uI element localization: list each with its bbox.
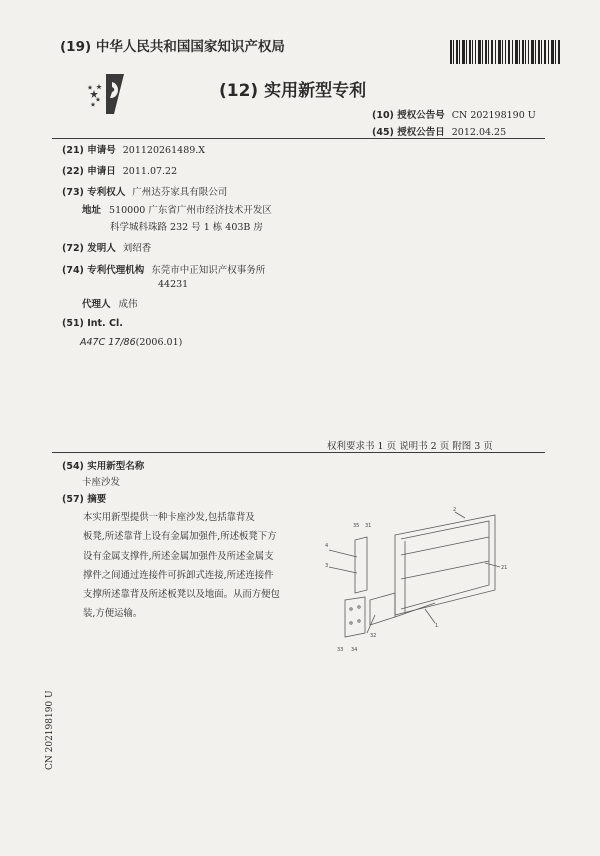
- abstract-line: 板凳,所述靠背上设有金属加强件,所述板凳下方: [83, 531, 277, 543]
- agent: 成伟: [118, 299, 138, 310]
- patentee: 广州达芬家具有限公司: [132, 187, 228, 198]
- cnipa-logo: [86, 70, 134, 118]
- drawing-label: 4: [325, 543, 329, 549]
- abstract-line: 装,方便运输。: [83, 608, 143, 620]
- agent-row: [82, 296, 138, 310]
- inventor-label: (72) 发明人: [62, 243, 116, 254]
- pages-summary: 权利要求书 1 页 说明书 2 页 附图 3 页: [327, 441, 493, 452]
- abstract-line: 撑件之间通过连接件可拆卸式连接,所述连接件: [83, 569, 274, 581]
- inventor-row: [62, 240, 151, 254]
- drawing-label: 21: [501, 565, 508, 571]
- int-cl-year: (2006.01): [135, 337, 183, 348]
- publication-date-label: (45) 授权公告日: [372, 127, 445, 138]
- publication-number-label: (10) 授权公告号: [372, 110, 445, 121]
- title-label-text: (54) 实用新型名称: [62, 461, 145, 472]
- abstract-line: 本实用新型提供一种卡座沙发,包括靠背及: [83, 512, 255, 523]
- application-date: 2011.07.22: [122, 166, 178, 177]
- drawing-label: 3: [325, 563, 329, 569]
- agency: 东莞市中正知识产权事务所: [151, 265, 266, 276]
- utility-model-title-label: [62, 458, 144, 472]
- vertical-publication-number: CN 202198190 U: [45, 690, 55, 770]
- abstract-line: 支撑所述靠背及所述板凳以及地面。从而方便包: [83, 589, 280, 601]
- agency-code: 44231: [158, 279, 189, 290]
- int-cl-row: [80, 337, 182, 348]
- drawing-label: 1: [435, 623, 439, 629]
- agency-label: (74) 专利代理机构: [62, 265, 145, 276]
- int-cl-code: A47C 17/86: [80, 337, 136, 348]
- address-line-2: 科学城科珠路 232 号 1 栋 403B 房: [110, 222, 263, 233]
- drawing-label: 32: [370, 633, 377, 639]
- address-line-1: 510000 广东省广州市经济技术开发区: [109, 205, 272, 216]
- patentee-row: [62, 184, 227, 198]
- application-date-label: (22) 申请日: [62, 166, 116, 177]
- drawing-label: 31: [365, 523, 372, 529]
- abstract-drawing: [315, 505, 520, 670]
- publication-date: 2012.04.25: [451, 127, 507, 138]
- office-name: (19) 中华人民共和国国家知识产权局: [60, 39, 285, 55]
- drawing-label: 33: [337, 647, 344, 653]
- application-number: 201120261489.X: [122, 145, 206, 156]
- header-rule: [52, 138, 545, 139]
- agent-label: 代理人: [82, 299, 111, 310]
- patentee-label: (73) 专利权人: [62, 187, 126, 198]
- abstract-label-text: (57) 摘要: [62, 494, 107, 505]
- abstract-text: [83, 508, 299, 624]
- publication-number-row: [372, 107, 536, 121]
- abstract-label: [62, 491, 106, 505]
- drawing-label: 34: [351, 647, 358, 653]
- abstract-line: 设有金属支撑件,所述金属加强件及所述金属支: [83, 550, 274, 562]
- application-date-row: [62, 163, 177, 177]
- application-number-label: (21) 申请号: [62, 145, 116, 156]
- publication-date-row: [372, 124, 506, 138]
- barcode: [450, 40, 560, 64]
- publication-number: CN 202198190 U: [451, 110, 536, 121]
- utility-model-title: 卡座沙发: [82, 477, 121, 488]
- pages-rule: [52, 452, 545, 453]
- agency-row: [62, 262, 265, 276]
- drawing-label: 2: [453, 507, 457, 513]
- document-type: (12) 实用新型专利: [219, 81, 367, 101]
- int-cl-label-text: (51) Int. Cl.: [62, 318, 123, 329]
- address-row: [82, 202, 272, 216]
- inventor: 刘绍香: [122, 243, 152, 254]
- address-label: 地址: [82, 205, 102, 216]
- drawing-label: 35: [353, 523, 360, 529]
- int-cl-label: [62, 318, 123, 329]
- application-number-row: [62, 142, 205, 156]
